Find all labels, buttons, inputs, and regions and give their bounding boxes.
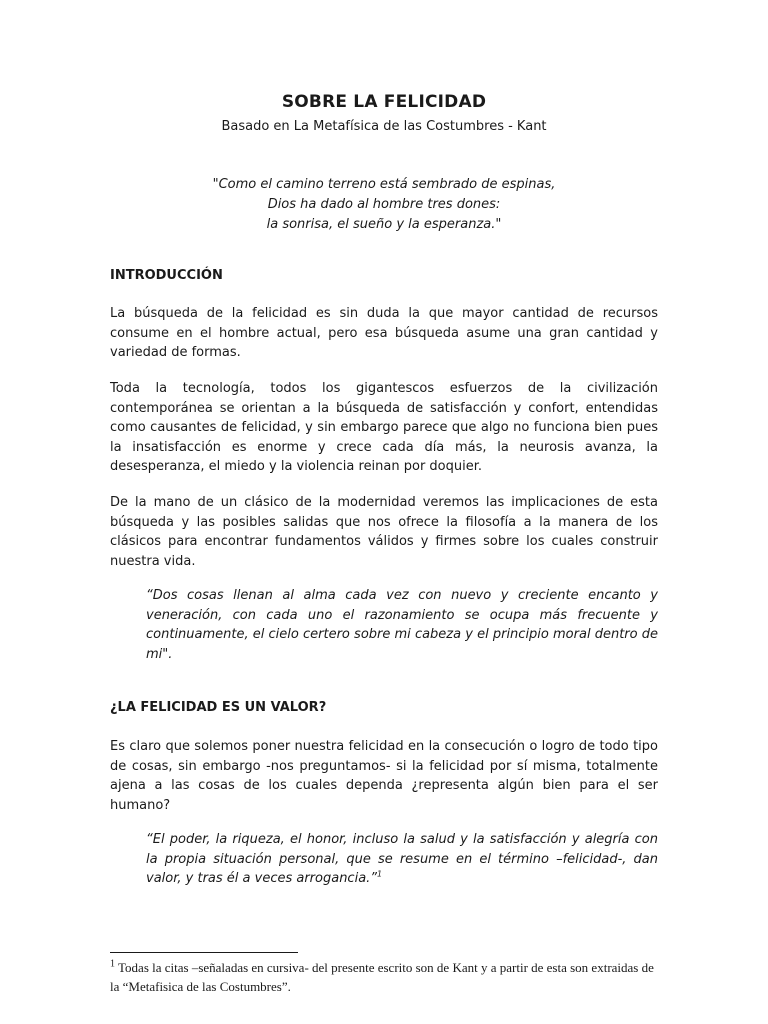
epigraph-line: la sonrisa, el sueño y la esperanza." [266, 217, 502, 232]
paragraph: Es claro que solemos poner nuestra felicidad en la consecución o logro de todo tipo de cosas, sin embargo -nos preguntamos- si la felicidad por sí misma, totalmente ajena a las cosas de los cuales dependa ¿representa algún bien para el ser humano? [110, 739, 658, 813]
epigraph-line: Dios ha dado al hombre tres dones: [267, 197, 501, 212]
footnote [110, 958, 660, 996]
footnote-number: 1 [110, 958, 115, 970]
block-quote [146, 830, 658, 889]
paragraph: Toda la tecnología, todos los gigantescos esfuerzos de la civilización contemporánea se orientan a la búsqueda de satisfacción y confort, entendidas como causantes de felicidad, y sin embargo parece que algo no funciona bien pues la insatisfacción es enorme y crece cada día más, la neurosis avanza, la desesperanza, el miedo y la violencia reinan por doquier. [110, 381, 658, 474]
epigraph-line: "Como el camino terreno está sembrado de espinas, [212, 177, 556, 192]
footnote-reference[interactable]: 1 [377, 869, 383, 879]
paragraph: La búsqueda de la felicidad es sin duda la que mayor cantidad de recursos consume en el hombre actual, pero esa búsqueda asume una gran cantidad y variedad de formas. [110, 306, 658, 360]
footnote-text: Todas la citas –señaladas en cursiva- del presente escrito son de Kant y a partir de esta son extraidas de la “Metafisica de las Costumbres”. [110, 960, 654, 994]
section-heading-felicidad-valor: ¿LA FELICIDAD ES UN VALOR? [110, 700, 327, 715]
footnote-separator [110, 952, 298, 953]
block-quote-text: “El poder, la riqueza, el honor, incluso la salud y la satisfacción y alegría con la propia situación personal, que se resume en el término –felicidad-, dan valor, y tras él a veces arrogancia.” [146, 832, 658, 886]
document-title: SOBRE LA FELICIDAD [281, 92, 487, 112]
section-heading-introduccion: INTRODUCCIÓN [110, 268, 223, 283]
epigraph [0, 175, 768, 235]
block-quote: “Dos cosas llenan al alma cada vez con nuevo y creciente encanto y veneración, con cada uno el razonamiento se ocupa más frecuente y continuamente, el cielo certero sobre mi cabeza y el principio moral dentro de mi". [146, 588, 658, 662]
paragraph: De la mano de un clásico de la modernidad veremos las implicaciones de esta búsqueda y las posibles salidas que nos ofrece la filosofía a la manera de los clásicos para encontrar fundamentos válidos y firmes sobre los cuales construir nuestra vida. [110, 495, 658, 569]
document-subtitle: Basado en La Metafísica de las Costumbres - Kant [221, 119, 547, 134]
